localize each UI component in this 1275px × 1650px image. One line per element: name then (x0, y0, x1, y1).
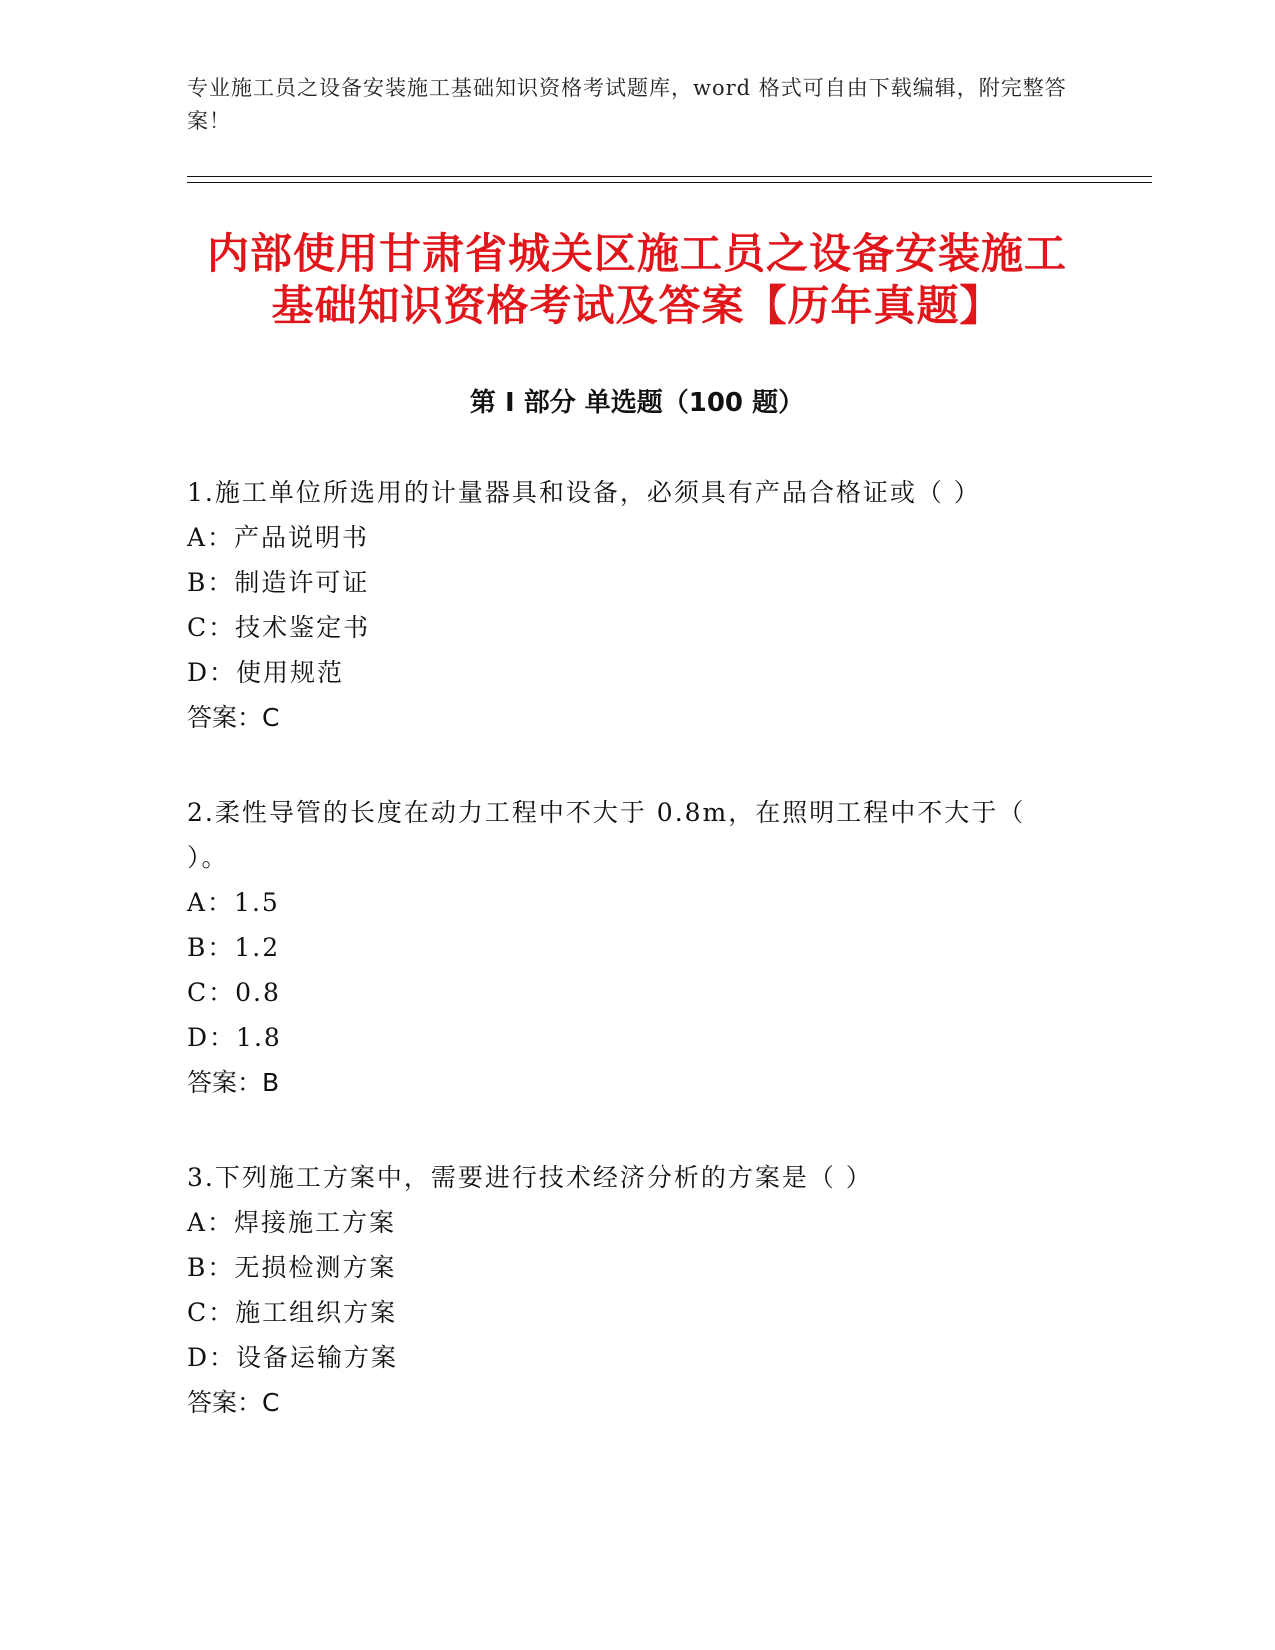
option-c: C：0.8 (187, 978, 281, 1007)
header-divider-top (187, 176, 1152, 177)
question-stem: 3.下列施工方案中，需要进行技术经济分析的方案是（ ） (187, 1163, 873, 1192)
question-1 (187, 470, 1067, 740)
question-list (187, 470, 1067, 1475)
option-c: C：施工组织方案 (187, 1298, 398, 1327)
option-a: A：产品说明书 (187, 523, 370, 552)
header-note: 专业施工员之设备安装施工基础知识资格考试题库，word 格式可自由下载编辑，附完整答案！ (187, 76, 1067, 133)
option-d: D：设备运输方案 (187, 1343, 399, 1372)
question-stem: 1.施工单位所选用的计量器具和设备，必须具有产品合格证或（ ） (187, 478, 981, 507)
section-title: 第 I 部分 单选题（100 题） (469, 388, 805, 418)
option-d: D：使用规范 (187, 658, 345, 687)
option-c: C：技术鉴定书 (187, 613, 371, 642)
option-d: D：1.8 (187, 1023, 282, 1052)
answer: 答案：B (187, 1068, 280, 1097)
option-b: B：无损检测方案 (187, 1253, 397, 1282)
answer: 答案：C (187, 703, 280, 732)
option-a: A：1.5 (187, 888, 280, 917)
question-3 (187, 1155, 1067, 1425)
answer: 答案：C (187, 1388, 280, 1417)
option-a: A：焊接施工方案 (187, 1208, 397, 1237)
document-title: 内部使用甘肃省城关区施工员之设备安装施工基础知识资格考试及答案【历年真题】 (206, 229, 1067, 330)
question-2 (187, 790, 1067, 1105)
question-stem: 2.柔性导管的长度在动力工程中不大于 0.8m，在照明工程中不大于（ ）。 (187, 798, 1026, 872)
header-divider-bottom (187, 182, 1152, 183)
option-b: B：制造许可证 (187, 568, 370, 597)
option-b: B：1.2 (187, 933, 281, 962)
